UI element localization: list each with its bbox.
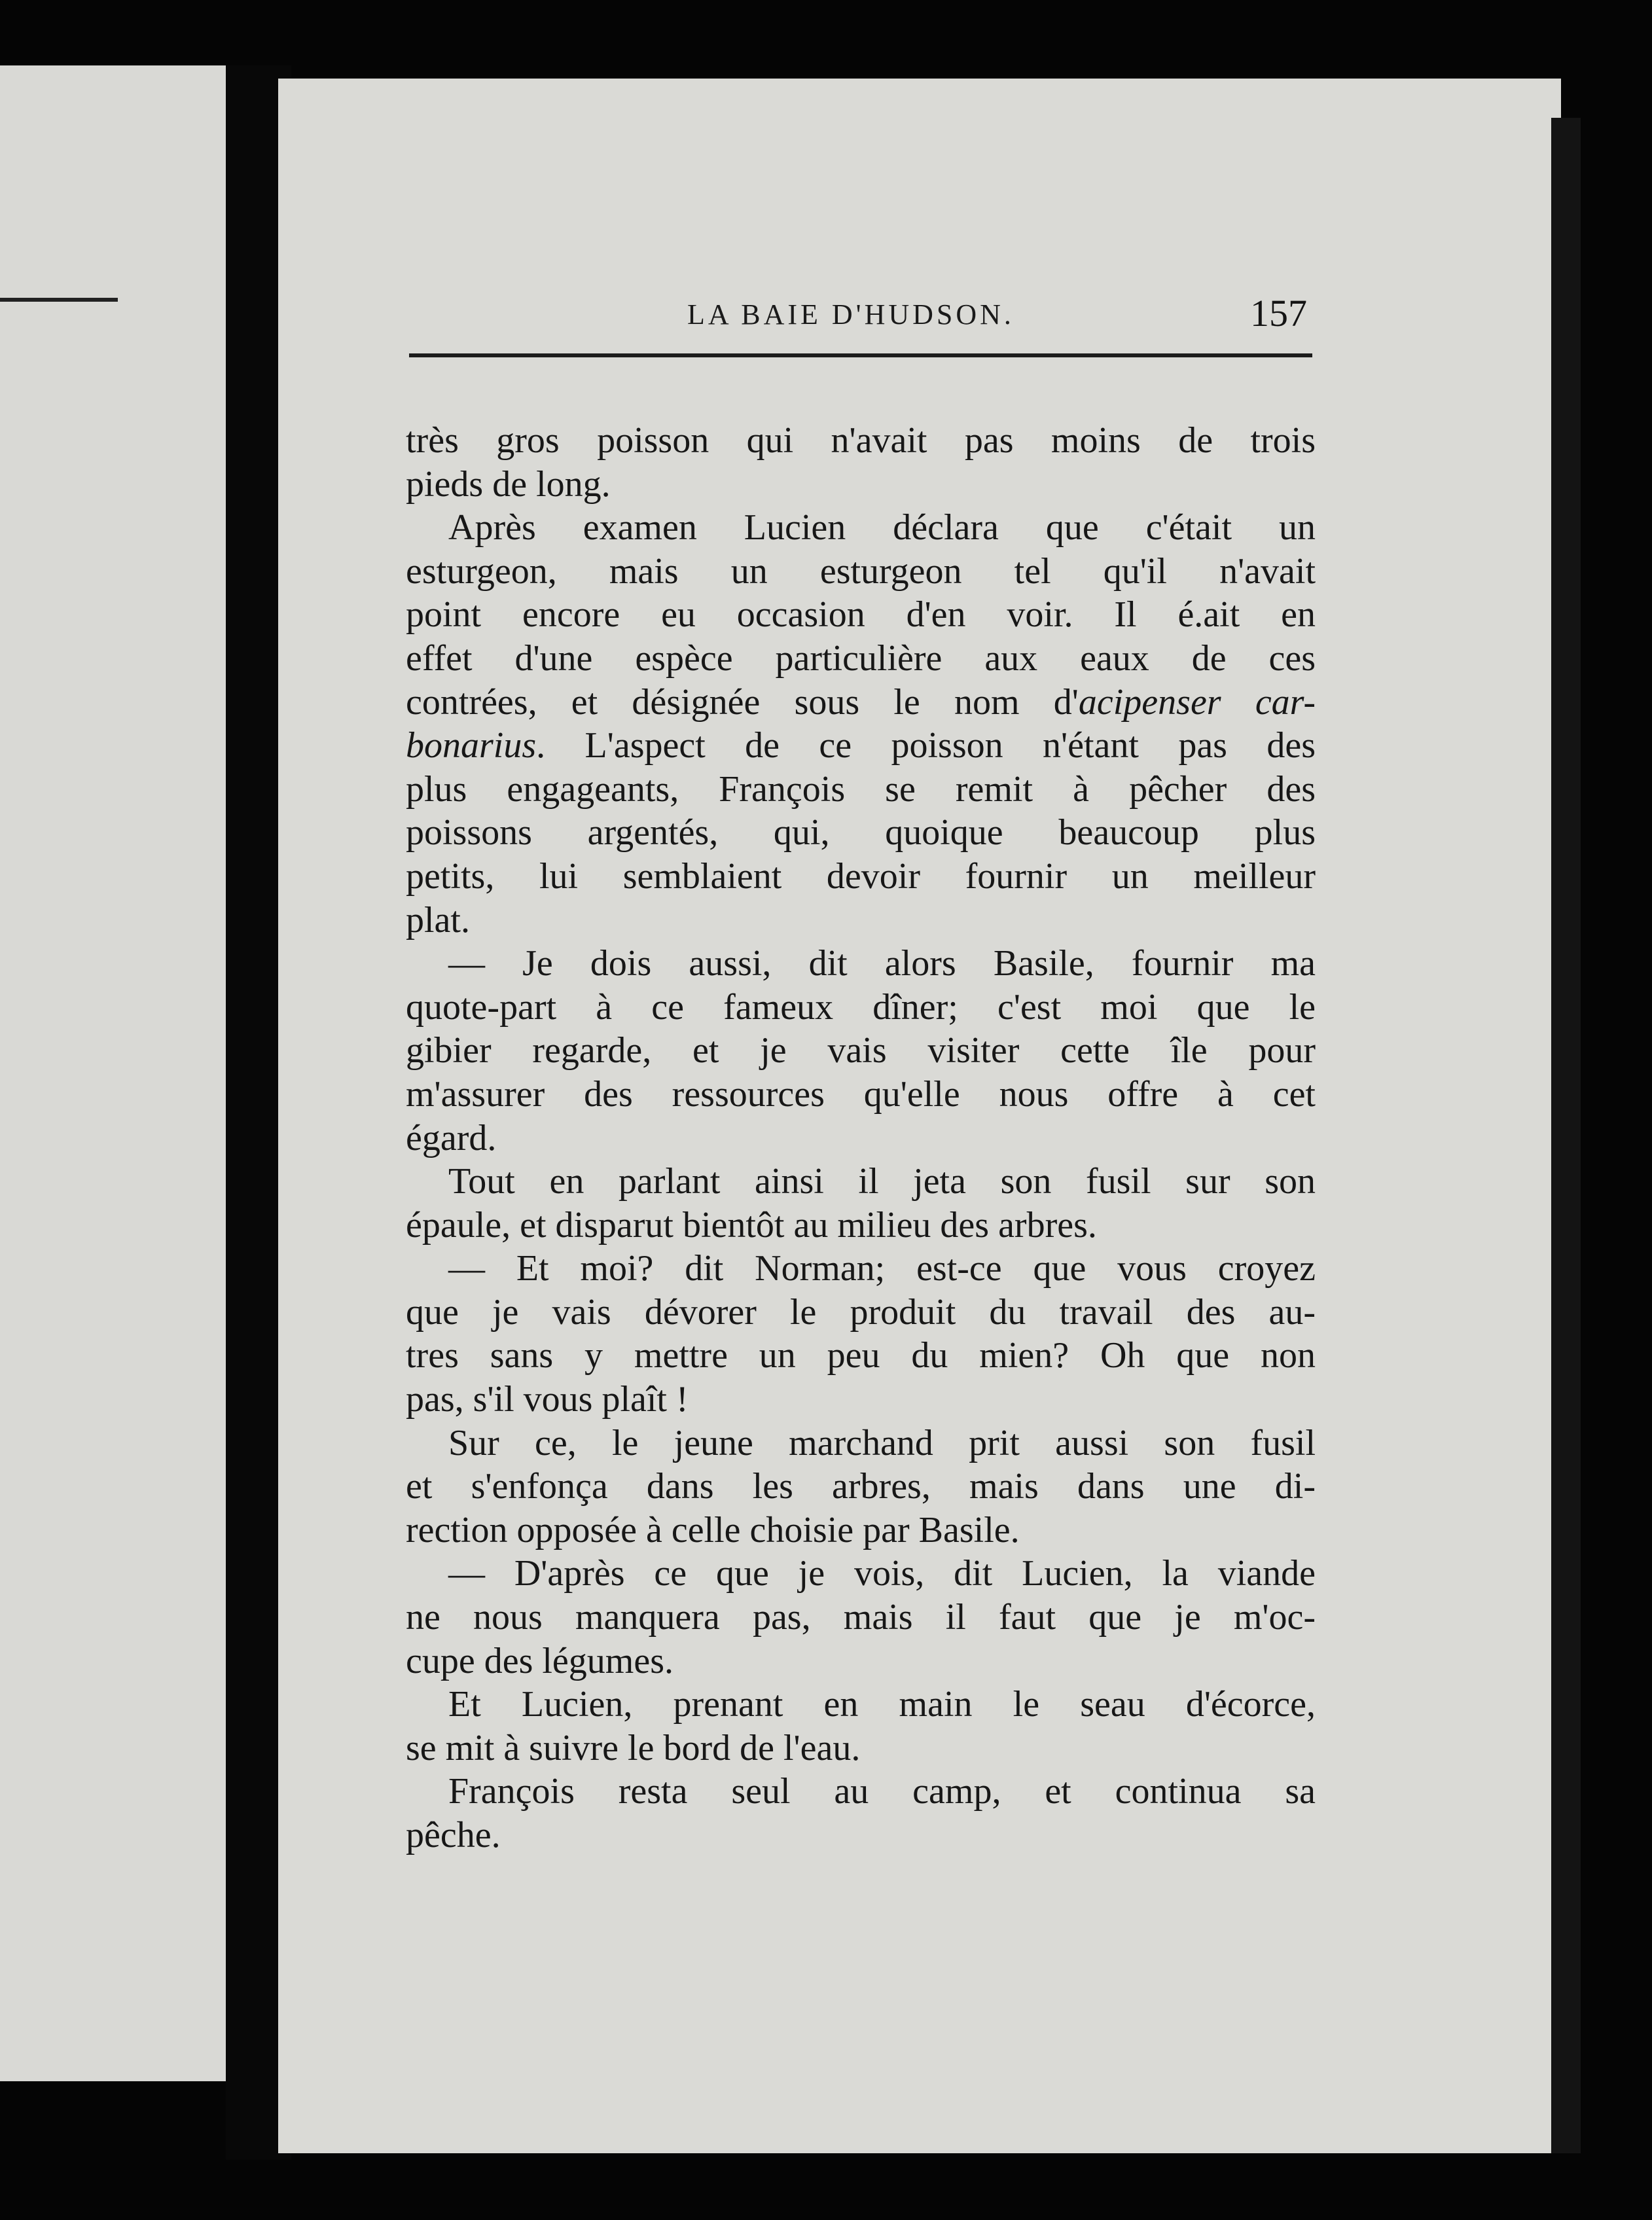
text-line: petits, lui semblaient devoir fournir un meilleur [406, 855, 1316, 897]
page-edge-shadow [1551, 118, 1581, 2153]
text-line: contrées, et désignée sous le nom d'acipenser car- [406, 681, 1316, 723]
text-line: Sur ce, le jeune marchand prit aussi son fusil [448, 1422, 1316, 1463]
text-line: se mit à suivre le bord de l'eau. [406, 1727, 861, 1768]
text-line: m'assurer des ressources qu'elle nous offre à cet [406, 1073, 1316, 1115]
text-line: Après examen Lucien déclara que c'était un [448, 507, 1316, 548]
text-line: plat. [406, 899, 470, 940]
page-number: 157 [1250, 292, 1307, 334]
text-line: François resta seul au camp, et continua sa [448, 1771, 1316, 1812]
text-line: plus engageants, François se remit à pêcher des [406, 768, 1316, 810]
header-rule [409, 353, 1312, 357]
text-line: cupe des légumes. [406, 1640, 673, 1681]
text-line: effet d'une espèce particulière aux eaux de ces [406, 637, 1316, 679]
running-head: LA BAIE D'HUDSON. [687, 298, 1015, 331]
text-line: épaule, et disparut bientôt au milieu des arbres. [406, 1204, 1097, 1245]
text-line: — D'après ce que je vois, dit Lucien, la viande [448, 1553, 1316, 1594]
text-line: très gros poisson qui n'avait pas moins de trois [406, 420, 1316, 461]
text-line: esturgeon, mais un esturgeon tel qu'il n'avait [406, 550, 1316, 592]
text-line: et s'enfonça dans les arbres, mais dans une di- [406, 1466, 1316, 1507]
text-line: que je vais dévorer le produit du travail des au- [406, 1291, 1316, 1333]
text-line: point encore eu occasion d'en voir. Il é.ait en [406, 594, 1316, 636]
text-line: gibier regarde, et je vais visiter cette île pour [406, 1030, 1316, 1071]
text-line: pêche. [406, 1815, 501, 1855]
text-line: Tout en parlant ainsi il jeta son fusil sur son [448, 1161, 1316, 1202]
text-line: Et Lucien, prenant en main le seau d'écorce, [448, 1684, 1316, 1725]
text-line: tres sans y mettre un peu du mien? Oh que non [406, 1335, 1316, 1376]
text-line: égard. [406, 1117, 497, 1158]
text-line: — Je dois aussi, dit alors Basile, fournir ma [448, 943, 1316, 984]
text-line: poissons argentés, qui, quoique beaucoup plus [406, 812, 1316, 853]
text-line: — Et moi? dit Norman; est-ce que vous croyez [448, 1248, 1316, 1289]
text-line: rection opposée à celle choisie par Basile. [406, 1509, 1020, 1550]
left-header-rule [0, 298, 118, 302]
text-line: pas, s'il vous plaît ! [406, 1379, 689, 1420]
text-line: bonarius. L'aspect de ce poisson n'étant pas des [406, 725, 1316, 766]
text-line: pieds de long. [406, 463, 611, 505]
text-line: quote-part à ce fameux dîner; c'est moi que le [406, 986, 1316, 1028]
left-page-fragment [0, 65, 259, 2081]
text-line: ne nous manquera pas, mais il faut que je m'oc- [406, 1597, 1316, 1638]
body-text [406, 419, 1316, 1857]
